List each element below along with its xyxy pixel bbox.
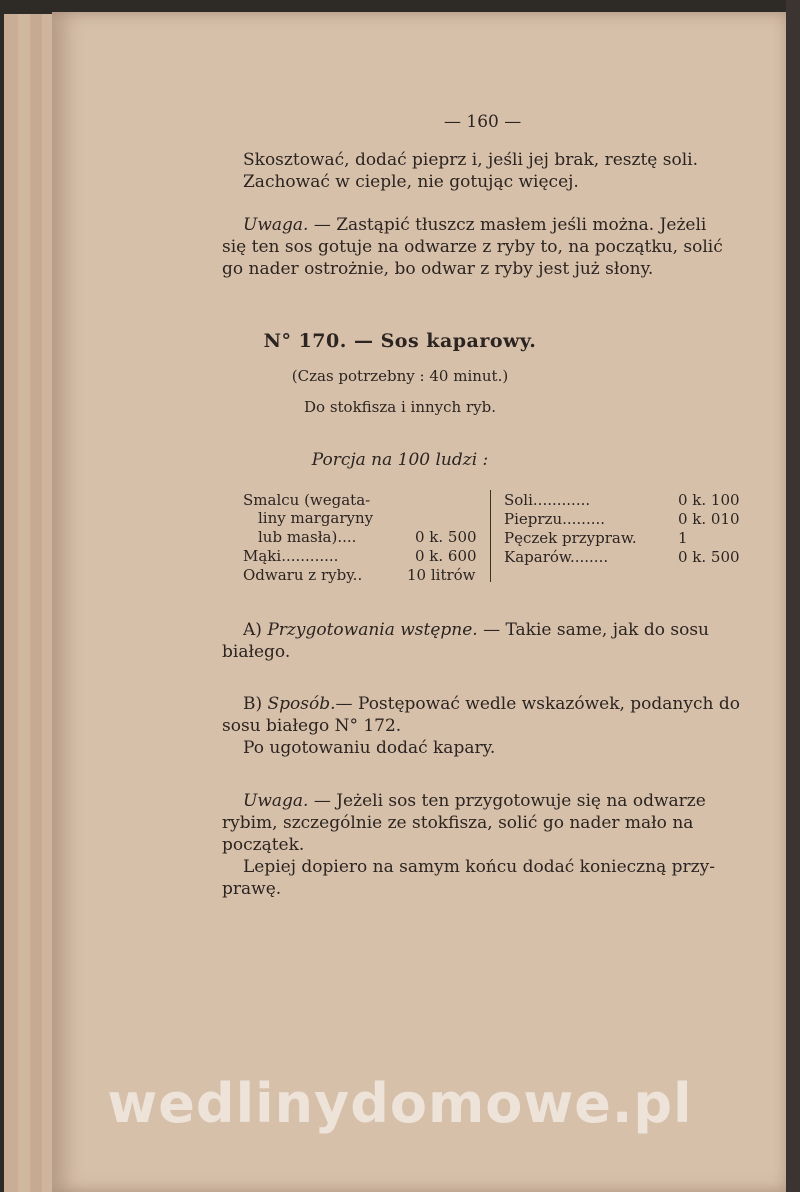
section-b-text: — Postępować wedle wskazówek, podanych do (335, 694, 740, 714)
section-b-label: B) (243, 694, 268, 714)
section-a-title: Przygotowania wstępne. (267, 620, 478, 640)
section-b-line1 (243, 694, 740, 715)
ingredient-qty: 10 litrów (407, 566, 476, 584)
ingredient-qty: 0 k. 500 (678, 548, 740, 566)
ingredient-name: Mąki............ (243, 547, 339, 565)
recipe-title: — Sos kaparowy. (346, 330, 537, 352)
recipe-number: N° 170. (263, 330, 347, 352)
note2-text: — Jeżeli sos ten przygotowuje się na odwarze (308, 791, 706, 811)
note1-label: Uwaga. (243, 215, 309, 235)
ingredient-qty: 1 (678, 529, 688, 547)
section-b-title: Sposób. (267, 694, 336, 714)
note2-label: Uwaga. (243, 791, 309, 811)
ingredient-qty: 0 k. 010 (678, 510, 740, 528)
note1-text: — Zastąpić tłuszcz masłem jeśli można. Jeżeli (308, 215, 707, 235)
ingredient-name: Odwaru z ryby.. (243, 566, 363, 584)
ingredient-name: Soli............ (504, 491, 591, 509)
section-a-label: A) (243, 620, 268, 640)
note2-line2: rybim, szczególnie ze stokfisza, solić go nader mało na (222, 813, 694, 833)
intro-line: Zachować w cieple, nie gotując więcej. (243, 172, 579, 192)
note2-line3: początek. (222, 835, 305, 855)
book-spine-shadow (786, 0, 800, 1192)
ingredient-name: Pieprzu......... (504, 510, 606, 528)
ingredient-name: Pęczek przypraw. (504, 529, 637, 547)
watermark: wedlinydomowe.pl (107, 1072, 693, 1135)
ingredient-name: liny margaryny (258, 509, 374, 527)
ingredient-qty: 0 k. 600 (415, 547, 477, 565)
recipe-usage: Do stokfisza i innych ryb. (304, 398, 496, 416)
recipe-portion: Porcja na 100 ludzi : (311, 450, 489, 470)
note2-line1 (243, 791, 706, 812)
intro-line: Skosztować, dodać pieprz i, jeśli jej brak, resztę soli. (243, 150, 698, 170)
ingredient-name: Smalcu (wegata- (243, 491, 371, 509)
ingredient-qty: 0 k. 100 (678, 491, 740, 509)
note2-line5: prawę. (222, 879, 282, 899)
table-divider (490, 490, 491, 582)
note1-line2: się ten sos gotuje na odwarze z ryby to, na początku, solić (222, 237, 723, 257)
section-a-line2: białego. (222, 642, 291, 662)
recipe-heading (0, 330, 800, 352)
ingredient-qty: 0 k. 500 (415, 528, 477, 546)
page-number: — 160 — (444, 112, 522, 132)
section-a-text: — Takie same, jak do sosu (477, 620, 709, 640)
section-a-line1 (243, 620, 709, 641)
note2-line4: Lepiej dopiero na samym końcu dodać konieczną przy- (243, 857, 715, 877)
ingredient-name: Kaparów........ (504, 548, 609, 566)
note1-line3: go nader ostrożnie, bo odwar z ryby jest już słony. (222, 259, 654, 279)
note1-line1 (243, 215, 706, 236)
section-b-line3: Po ugotowaniu dodać kapary. (243, 738, 496, 758)
recipe-time: (Czas potrzebny : 40 minut.) (291, 367, 509, 385)
ingredient-name: lub masła).... (258, 528, 357, 546)
section-b-line2: sosu białego N° 172. (222, 716, 402, 736)
